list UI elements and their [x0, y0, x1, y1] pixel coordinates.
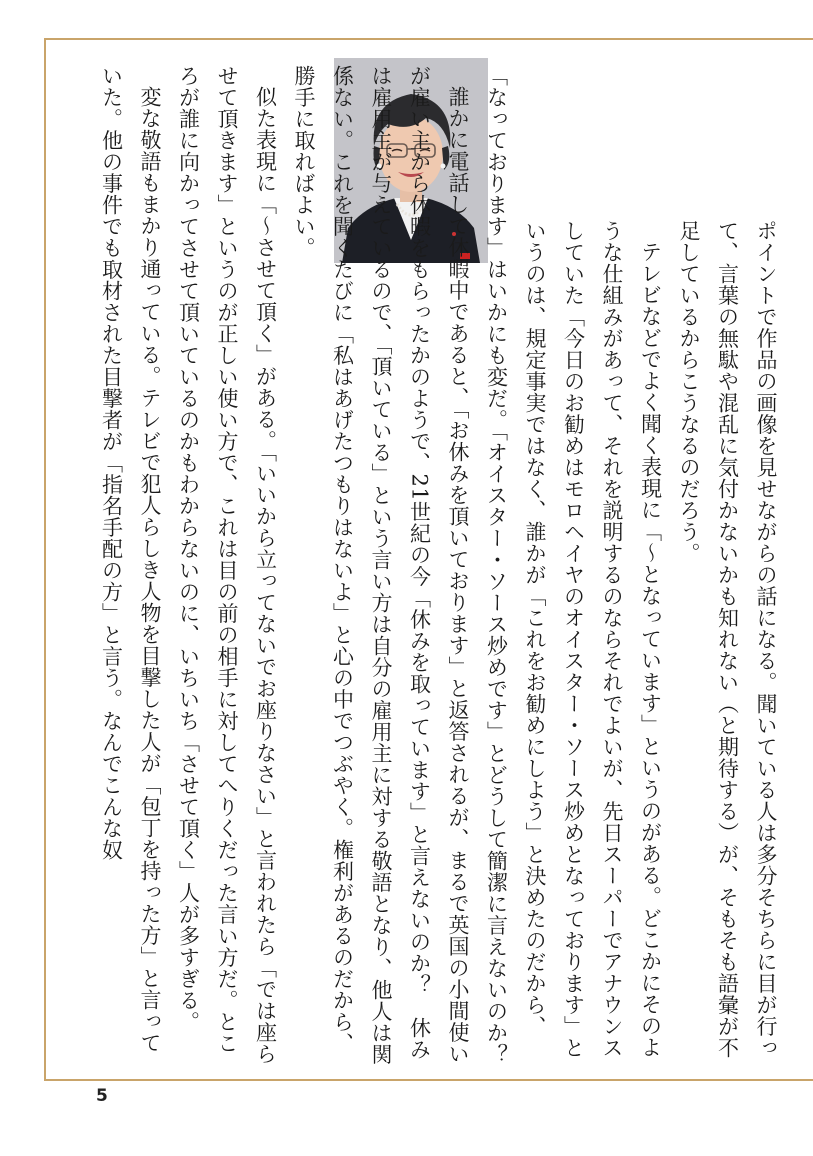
article-paragraph: テレビなどでよく聞く表現に「～となっています」というのがある。どこかにそのような仕組みがあって、それを説明するのならそれでよいが、先日スーパーでアナウンスしていた「今日のお勧めはモロヘイヤのオイスター・ソース炒めとなっております」というのは、規定事実ではなく、誰かが「これをお勧めにしよう」と決めたのだから、「なっております」はいかにも変だ。「オイスター・ソース炒めです」とどうして簡潔に言えないのか？	[484, 65, 663, 1065]
article-paragraph: 変な敬語もまかり通っている。テレビで犯人らしき人物を目撃した人が「包丁を持った方」と言っていた。他の事件でも取材された目撃者が「指名手配の方」と言う。なんでこんな奴	[99, 65, 162, 1054]
article-paragraph: ポイントで作品の画像を見せながらの話になる。聞いている人は多分そちらに目が行って、言葉の無駄や混乱に気付かないかも知れない（と期待する）が、そもそも語彙が不足しているからこうなるのだろう。	[677, 220, 778, 1059]
photo-text-wrap-spacer	[530, 65, 785, 220]
article-body	[70, 65, 785, 1065]
article-paragraph: 誰かに電話して休暇中であると、「お休みを頂いております」と返答されるが、まるで英国の小間使いが雇い主から休暇をもらったかのようで、21世紀の今「休みを取っています」と言えないのか？ 休みは雇用主が与えているので、「頂いている」という言い方は自分の雇用主に対する敬語となり、他人は関係ない。これを聞くたびに「私はあげたつもりはないよ」と心の中でつぶやく。権利があるのだから、勝手に取ればよい。	[292, 65, 470, 1065]
article-paragraph: 似た表現に「～させて頂く」がある。「いいから立ってないでお座りなさい」と言われたら「では座らせて頂きます」というのが正しい使い方で、これは目の前の相手に対してへりくだった言い方だ。ところが誰に向かってさせて頂いているのかもわからないのに、いちいち「させて頂く」人が多すぎる。	[176, 65, 278, 1065]
vertical-text-column	[70, 65, 785, 1065]
page-number: 5	[96, 1086, 108, 1106]
